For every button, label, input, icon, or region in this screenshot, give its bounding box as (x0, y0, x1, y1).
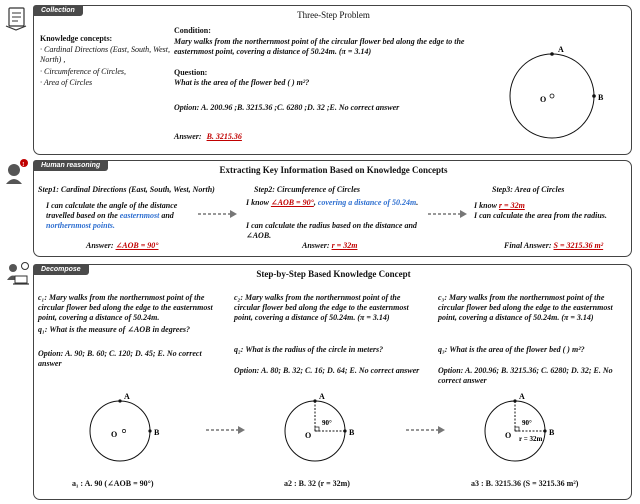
step2-answer: Answer: r = 32m (302, 241, 358, 250)
step1-text: I can calculate the angle of the distance travelled based on the easternmost and northernmost points. (46, 201, 178, 230)
step3-red-radius: r = 32m (498, 201, 525, 210)
c1-label: c₁: (38, 293, 48, 302)
step2-blue-distance: covering a distance of 50.24m (317, 198, 417, 207)
fig2-label-o: O (305, 431, 312, 440)
options-1: Option: A. 90; B. 60; C. 120; D. 45; E. No correct answer (38, 349, 202, 368)
options-text: Option: A. 200.96 ;B. 3215.36 ;C. 6280 ;D. 32 ;E. No correct answer (174, 103, 400, 112)
knowledge-heading: Knowledge concepts: (40, 34, 113, 43)
fig3-label-o: O (505, 431, 512, 440)
decompose-icon (3, 260, 31, 288)
answer-a1: a₁ : A. 90 (∠AOB = 90°) (72, 479, 154, 488)
question-label: Question: (174, 68, 208, 77)
step3-answer-value: S = 3215.36 m² (553, 241, 604, 250)
concept-directions: · Cardinal Directions (East, South, West, North) , (40, 45, 170, 64)
q1-label: q₁: (38, 325, 48, 334)
options-2: Option: A. 80; B. 32; C. 16; D. 64; E. No correct answer (234, 366, 420, 375)
point-a (550, 52, 554, 56)
step1-answer-value: ∠AOB = 90° (115, 241, 159, 250)
step2-text: I know ∠AOB = 90°, covering a distance of 50.24m. (246, 198, 419, 207)
human-reasoning-title: Extracting Key Information Based on Knowledge Concepts (219, 165, 448, 175)
q2-text: q₂: What is the radius of the circle in meters? (234, 345, 384, 354)
figure-3 (479, 389, 579, 471)
fig1-label-b: B (154, 428, 160, 437)
c3-text: c₃: Mary walks from the northernmost point of the circular flower bed along the edge to the easternmost point, covering a distance of 50.24m. (π = 3.14) (438, 293, 613, 322)
fig1-point-b (148, 429, 151, 432)
fig3-label-a: A (519, 392, 525, 401)
step2-text-2: I can calculate the radius based on the distance and ∠AOB. (246, 221, 417, 240)
q3-label: q₃: (438, 345, 448, 354)
question-text: What is the area of the flower bed ( ) m²? (174, 78, 310, 87)
collection-circle-figure (504, 36, 604, 146)
decompose-title: Step-by-Step Based Knowledge Concept (256, 269, 411, 279)
c2-label: c₂: (234, 293, 244, 302)
step1-answer: Answer: ∠AOB = 90° (86, 241, 159, 250)
answer-line (174, 132, 242, 142)
decompose-panel (33, 264, 632, 500)
collection-tag: Collection (33, 5, 83, 16)
answer-a3: a3 : B. 3215.36 (S = 3215.36 m²) (471, 479, 579, 488)
figure-2 (279, 389, 369, 471)
point-b (592, 94, 596, 98)
step3-heading: Step3: Area of Circles (492, 185, 565, 194)
c1-text: c₁: Mary walks from the northernmost point of the circular flower bed along the edge to the easternmost point, covering a distance of 50.24m. (38, 293, 213, 322)
step2-heading: Step2: Circumference of Circles (254, 185, 360, 194)
label-a: A (558, 45, 564, 54)
fig1-point-a (118, 399, 121, 402)
step1-highlight-east: easternmost (119, 211, 160, 220)
condition-text: Mary walks from the northernmost point of the circular flower bed along the edge to the easternmost point, covering a distance of 50.24m. (π = 3.14) (174, 37, 465, 56)
step1-highlight-north: northernmost points. (46, 221, 115, 230)
fig1-label-o: O (111, 430, 118, 439)
arrow-fig2-fig3 (404, 425, 446, 435)
arrow-fig1-fig2 (204, 425, 246, 435)
fig1-label-a: A (124, 392, 130, 401)
human-reasoning-tag: Human reasoning (33, 160, 108, 171)
options-3: Option: A. 200.96; B. 3215.36; C. 6280; D. 32; E. No correct answer (438, 366, 613, 385)
step3-text: I know r = 32m (474, 201, 525, 210)
figure-1 (84, 389, 164, 471)
answer-label: Answer: (174, 132, 202, 141)
fig3-radius: r = 32m (519, 435, 543, 443)
center-point (550, 94, 554, 98)
concept-area: · Area of Circles (40, 78, 93, 87)
label-o: O (540, 95, 547, 104)
q3-text: q₃: What is the area of the flower bed ( ) m²? (438, 345, 585, 354)
fig2-angle: 90° (322, 419, 332, 427)
collection-title: Three-Step Problem (297, 10, 370, 20)
fig2-label-a: A (319, 392, 325, 401)
collection-panel (33, 5, 632, 155)
step3-answer: Final Answer: S = 3215.36 m² (504, 241, 604, 250)
fig2-label-b: B (349, 428, 355, 437)
decompose-tag: Decompose (33, 264, 89, 275)
step1-heading: Step1: Cardinal Directions (East, South, West, North) (38, 185, 215, 194)
c3-label: c₃: (438, 293, 448, 302)
collection-icon (4, 6, 30, 32)
arrow-step2-step3 (426, 209, 468, 219)
human-reasoning-panel (33, 160, 632, 257)
q2-label: q₂: (234, 345, 244, 354)
q1-text: q₁: What is the measure of ∠AOB in degrees? (38, 325, 191, 334)
label-b: B (598, 93, 604, 102)
arrow-step1-step2 (196, 209, 238, 219)
condition-label: Condition: (174, 26, 211, 35)
answer-a2: a2 : B. 32 (r = 32m) (284, 479, 350, 488)
step3-text-2: I can calculate the area from the radius. (474, 211, 607, 220)
fig3-angle: 90° (522, 419, 532, 427)
answer-value: B. 3215.36 (206, 132, 242, 141)
step2-answer-value: r = 32m (331, 241, 358, 250)
fig3-label-b: B (549, 428, 555, 437)
svg-text:!: ! (22, 162, 25, 168)
concept-circumference: · Circumference of Circles, (40, 67, 126, 76)
step2-red-angle: ∠AOB = 90° (270, 198, 314, 207)
human-reasoning-icon (3, 158, 31, 186)
c2-text: c₂: Mary walks from the northernmost point of the circular flower bed along the edge to the easternmost point, covering a distance of 50.24m. (π = 3.14) (234, 293, 409, 322)
